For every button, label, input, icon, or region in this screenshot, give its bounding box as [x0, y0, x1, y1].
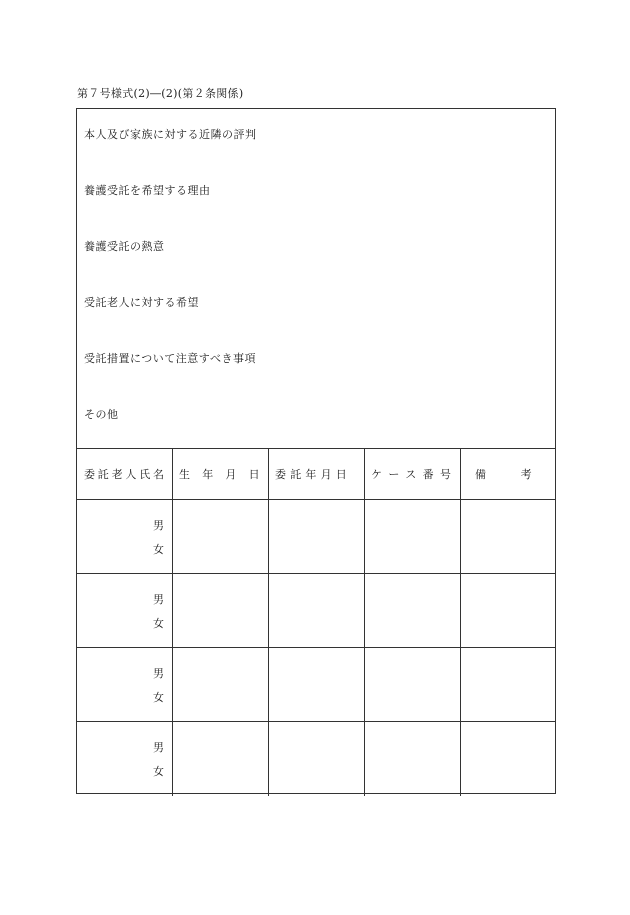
name-cell[interactable] — [77, 648, 173, 721]
header-entrust-date-label: 委託年月日 — [275, 468, 351, 481]
table-row — [77, 500, 555, 574]
remarks-cell[interactable] — [461, 722, 556, 796]
header-cell-remarks — [461, 449, 556, 499]
entrust-date-cell[interactable] — [269, 500, 365, 573]
name-cell[interactable] — [77, 574, 173, 647]
name-cell[interactable] — [77, 722, 173, 796]
section-label-wishes: 受託老人に対する希望 — [84, 296, 199, 309]
case-number-cell[interactable] — [365, 574, 461, 647]
entrust-date-cell[interactable] — [269, 574, 365, 647]
sex-female-label: 女 — [153, 691, 164, 704]
table-row — [77, 574, 555, 648]
header-name-label: 委託老人氏名 — [84, 468, 167, 481]
table-header-row — [77, 449, 555, 500]
section-label-notes: 受託措置について注意すべき事項 — [84, 352, 257, 365]
case-number-cell[interactable] — [365, 500, 461, 573]
header-cell-name — [77, 449, 173, 499]
section-label-other: その他 — [84, 408, 119, 421]
header-case-number-label: ケース番号 — [371, 468, 458, 481]
remarks-cell[interactable] — [461, 648, 556, 721]
birthdate-cell[interactable] — [173, 722, 269, 796]
case-number-cell[interactable] — [365, 648, 461, 721]
table-row — [77, 722, 555, 796]
sex-male-label: 男 — [153, 667, 164, 680]
sex-male-label: 男 — [153, 519, 164, 532]
form-frame — [76, 108, 556, 794]
sex-female-label: 女 — [153, 617, 164, 630]
header-birthdate-label: 生 年 月 日 — [179, 468, 261, 481]
entrustment-table — [77, 448, 555, 794]
section-label-enthusiasm: 養護受託の熱意 — [84, 240, 165, 253]
case-number-cell[interactable] — [365, 722, 461, 796]
document-title: 第７号様式(2)―(2)(第２条関係) — [77, 87, 244, 100]
sex-male-label: 男 — [153, 593, 164, 606]
table-row — [77, 648, 555, 722]
sex-female-label: 女 — [153, 543, 164, 556]
entrust-date-cell[interactable] — [269, 722, 365, 796]
remarks-cell[interactable] — [461, 500, 556, 573]
birthdate-cell[interactable] — [173, 648, 269, 721]
info-sections — [77, 109, 555, 449]
header-cell-entrust-date — [269, 449, 365, 499]
section-label-reputation: 本人及び家族に対する近隣の評判 — [84, 128, 257, 141]
section-label-reason: 養護受託を希望する理由 — [84, 184, 211, 197]
header-cell-case-number — [365, 449, 461, 499]
birthdate-cell[interactable] — [173, 500, 269, 573]
sex-male-label: 男 — [153, 741, 164, 754]
sex-female-label: 女 — [153, 765, 164, 778]
name-cell[interactable] — [77, 500, 173, 573]
remarks-cell[interactable] — [461, 574, 556, 647]
header-remarks-label: 備 考 — [475, 468, 532, 481]
birthdate-cell[interactable] — [173, 574, 269, 647]
entrust-date-cell[interactable] — [269, 648, 365, 721]
header-cell-birthdate — [173, 449, 269, 499]
